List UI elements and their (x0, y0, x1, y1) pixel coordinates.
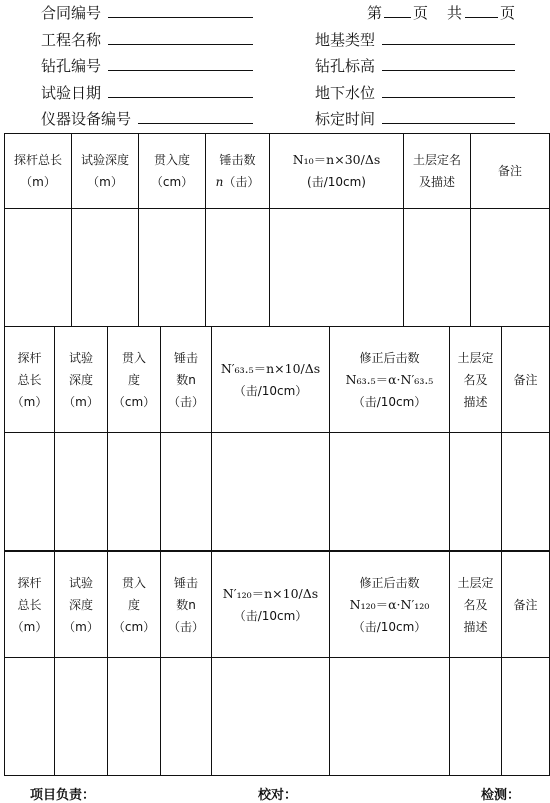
cell-input[interactable] (55, 658, 108, 776)
corrected-formula: N₆₃.₅＝α·N′₆₃.₅ (345, 371, 434, 387)
table-n63 (4, 326, 550, 551)
col-blow-count (206, 134, 270, 209)
test-date-field[interactable] (108, 97, 253, 98)
cell-input[interactable] (108, 658, 161, 776)
n10-unit: (击/10cm) (307, 175, 366, 189)
checker-label: 校对： (258, 788, 298, 803)
col-blow-count: 锤击 数n （击） (161, 552, 212, 658)
col-soil-description: 土层定 名及 描述 (450, 327, 502, 433)
col-rod-length: 探杆 总长 （m） (5, 552, 55, 658)
col-remark: 备注 (502, 552, 550, 658)
project-leader-label: 项目负责： (30, 788, 96, 803)
cell-input[interactable] (5, 658, 55, 776)
contract-no-label: 合同编号 (41, 4, 102, 22)
page-total-field[interactable] (465, 17, 498, 18)
groundwater-field[interactable] (382, 97, 515, 98)
corrected-title: 修正后击数 (359, 575, 420, 590)
cell-input[interactable] (5, 209, 72, 327)
cell-input[interactable] (161, 658, 212, 776)
cell-input[interactable] (502, 433, 550, 551)
cell-input[interactable] (404, 209, 471, 327)
blow-count-label: 锤击数 (219, 153, 256, 167)
n63-unit: （击/10cm） (233, 383, 308, 398)
borehole-no-field[interactable] (108, 70, 253, 71)
n120-formula: N′₁₂₀＝n×10/Δs (222, 585, 319, 601)
col-corrected-blows (330, 552, 450, 658)
cell-input[interactable] (330, 658, 450, 776)
equipment-no-field[interactable] (138, 123, 253, 124)
col-remark: 备注 (471, 134, 550, 209)
borehole-elevation-label: 钻孔标高 (315, 57, 376, 75)
col-remark: 备注 (502, 327, 550, 433)
col-rod-length: 探杆总长 （m） (5, 134, 72, 209)
cell-input[interactable] (270, 209, 404, 327)
borehole-no-label: 钻孔编号 (41, 57, 102, 75)
col-penetration: 贯入 度 （cm） (108, 327, 161, 433)
col-soil-description: 土层定名 及描述 (404, 134, 471, 209)
col-penetration: 贯入度 （cm） (139, 134, 206, 209)
col-n63-formula (212, 327, 330, 433)
cell-input[interactable] (450, 433, 502, 551)
corrected-unit: （击/10cm） (352, 619, 427, 634)
cell-input[interactable] (450, 658, 502, 776)
col-blow-count: 锤击 数n （击） (161, 327, 212, 433)
foundation-type-field[interactable] (382, 44, 515, 45)
page-gong: 共 (447, 4, 463, 22)
col-rod-length: 探杆 总长 （m） (5, 327, 55, 433)
col-test-depth: 试验深度 （m） (72, 134, 139, 209)
calibration-time-field[interactable] (382, 123, 515, 124)
col-n10-formula (270, 134, 404, 209)
page-di: 第 (367, 4, 383, 22)
corrected-formula: N₁₂₀＝α·N′₁₂₀ (349, 596, 430, 612)
table-n120 (4, 551, 550, 776)
equipment-no-label: 仪器设备编号 (41, 110, 132, 128)
test-date-label: 试验日期 (41, 84, 102, 102)
n63-formula: N′₆₃.₅＝n×10/Δs (220, 360, 321, 376)
cell-input[interactable] (212, 433, 330, 551)
table-row (5, 209, 550, 327)
table-n10 (4, 133, 550, 327)
table-row (5, 433, 550, 551)
cell-input[interactable] (330, 433, 450, 551)
cell-input[interactable] (55, 433, 108, 551)
cell-input[interactable] (502, 658, 550, 776)
page-ye1: 页 (413, 4, 429, 22)
col-corrected-blows (330, 327, 450, 433)
groundwater-label: 地下水位 (315, 84, 376, 102)
cell-input[interactable] (212, 658, 330, 776)
corrected-unit: （击/10cm） (352, 394, 427, 409)
n120-unit: （击/10cm） (233, 608, 308, 623)
cell-input[interactable] (139, 209, 206, 327)
cell-input[interactable] (161, 433, 212, 551)
col-test-depth: 试验 深度 （m） (55, 327, 108, 433)
borehole-elevation-field[interactable] (382, 70, 515, 71)
col-penetration: 贯入 度 （cm） (108, 552, 161, 658)
corrected-title: 修正后击数 (359, 350, 420, 365)
cell-input[interactable] (5, 433, 55, 551)
cell-input[interactable] (206, 209, 270, 327)
page-current-field[interactable] (384, 17, 411, 18)
col-test-depth: 试验 深度 （m） (55, 552, 108, 658)
col-n120-formula (212, 552, 330, 658)
project-name-label: 工程名称 (41, 31, 102, 49)
project-name-field[interactable] (108, 44, 253, 45)
n10-formula: N₁₀＝n×30/Δs (292, 152, 381, 167)
foundation-type-label: 地基类型 (315, 31, 376, 49)
cell-input[interactable] (72, 209, 139, 327)
page-ye2: 页 (500, 4, 516, 22)
cell-input[interactable] (108, 433, 161, 551)
table-row (5, 658, 550, 776)
col-soil-description: 土层定 名及 描述 (450, 552, 502, 658)
cell-input[interactable] (471, 209, 550, 327)
blow-count-var: n (215, 175, 224, 189)
calibration-time-label: 标定时间 (315, 110, 376, 128)
blow-count-unit: （击） (223, 175, 260, 189)
tester-label: 检测： (481, 788, 521, 803)
contract-no-field[interactable] (108, 17, 253, 18)
